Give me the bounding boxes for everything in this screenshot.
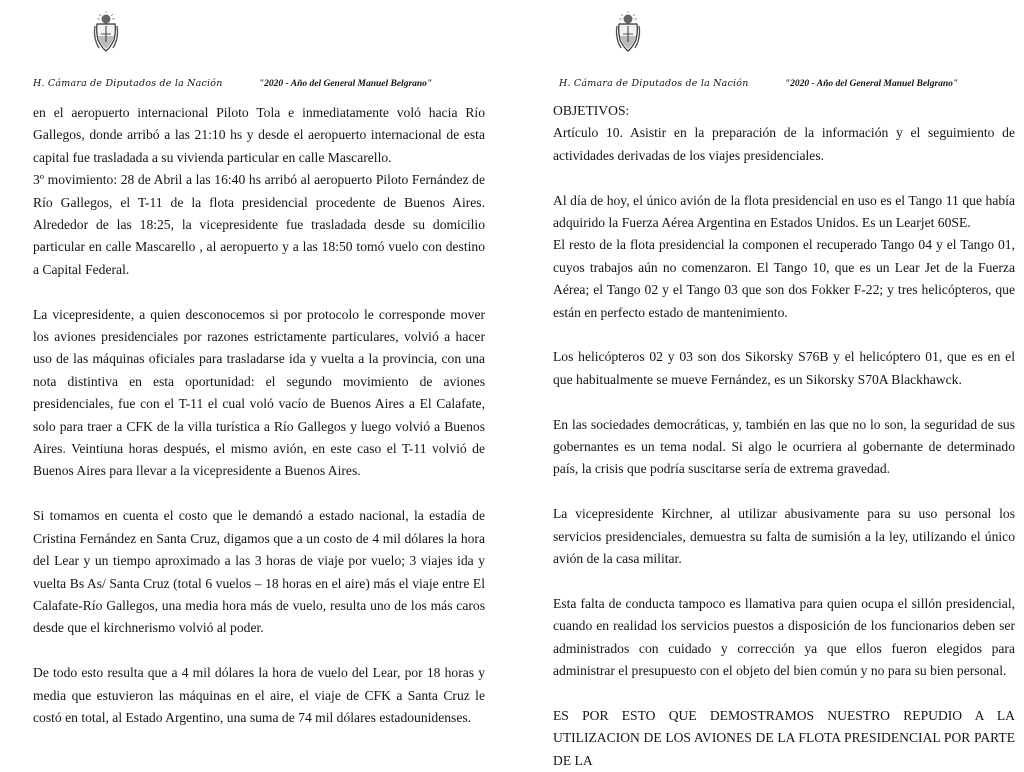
page-header bbox=[33, 78, 432, 89]
paragraph: Artículo 10. Asistir en la preparación de la información y el seguimiento de actividades derivadas de los viajes presidenciales. bbox=[553, 125, 1015, 163]
page-body bbox=[33, 102, 485, 729]
paragraph: La vicepresidente, a quien desconocemos si por protocolo le corresponde mover los aviones presidenciales por razones estrictamente particulares, volvió a hacer uso de las máquinas oficiales para trasladarse ida y vuelta a la provincia, con una nota distintiva en esta oportunidad: el segundo movimiento de aviones presidenciales, fue con el T-11 el cual voló vacío de Buenos Aires a El Calafate, solo para traer a CFK de la villa turística a Río Gallegos y luego volvió a Buenos Aires. Veintiuna horas después, el mismo avión, en este caso el T-11 volvió de Buenos Aires para llevar a la vicepresidente a Buenos Aires. bbox=[33, 306, 485, 479]
chamber-name: H. Cámara de Diputados de la Nación bbox=[559, 78, 749, 89]
paragraph: El resto de la flota presidencial la componen el recuperado Tango 04 y el Tango 01, cuyos trabajos aún no comenzaron. El Tango 10, que es un Lear Jet de la Fuerza Aérea; el Tango 02 y el Tango 03 que son dos Fokker F-22; y tres helicópteros, que están en perfecto estado de mantenimiento. bbox=[553, 237, 1015, 320]
page-header bbox=[559, 78, 958, 89]
chamber-name: H. Cámara de Diputados de la Nación bbox=[33, 78, 223, 89]
paragraph: De todo esto resulta que a 4 mil dólares la hora de vuelo del Lear, por 18 horas y media que estuvieron las máquinas en el aire, el viaje de CFK a Santa Cruz le costó en total, al Estado Argentino, una suma de 74 mil dólares estadounidenses. bbox=[33, 665, 485, 725]
document-page-right bbox=[512, 0, 1024, 768]
section-heading: OBJETIVOS: bbox=[553, 103, 630, 118]
paragraph: Si tomamos en cuenta el costo que le demandó a estado nacional, la estadía de Cristina Fernández en Santa Cruz, digamos que a un costo de 4 mil dólares la hora del Lear y un tiempo aproximado a las 3 horas de viaje por vuelo; 3 viajes ida y vuelta Bs As/ Santa Cruz (total 6 vuelos – 18 horas en el aire) más el viaje entre El Calafate-Río Gallegos, una media hora más de vuelo, resulta uno de los más caros desde que el kirchnerismo volvió al poder. bbox=[33, 508, 485, 636]
paragraph: La vicepresidente Kirchner, al utilizar abusivamente para su uso personal los servicios presidenciales, demuestra su falta de sumisión a la ley, utilizando el único avión de la casa militar. bbox=[553, 506, 1015, 567]
paragraph: 3º movimiento: 28 de Abril a las 16:40 hs arribó al aeropuerto Piloto Fernández de Río Gallegos, el T-11 de la flota presidencial procedente de Buenos Aires. Alrededor de las 18:25, la vicepresidente fue trasladada desde su domicilio particular en calle Mascarello , al aeropuerto y a las 18:50 tomó vuelo con destino a Capital Federal. bbox=[33, 172, 485, 277]
paragraph: En las sociedades democráticas, y, también en las que no lo son, la seguridad de sus gobernantes es un tema nodal. Si algo le ocurriera al gobernante de determinado país, la crisis que podría suscitarse sería de extrema gravedad. bbox=[553, 416, 1015, 477]
paragraph: Los helicópteros 02 y 03 son dos Sikorsky S76B y el helicóptero 01, que es en el que habitualmente se mueve Fernández, es un Sikorsky S70A Blackhawck. bbox=[553, 349, 1015, 387]
page-body bbox=[553, 100, 1015, 772]
year-motto: "2020 - Año del General Manuel Belgrano" bbox=[258, 79, 433, 89]
paragraph: Esta falta de conducta tampoco es llamativa para quien ocupa el sillón presidencial, cuando en realidad los servicios puestos a disposición de los funcionarios deben ser administrados con cuidado y corrección ya que ellos fueron elegidos para administrar el presupuesto con el objeto del bien común y no para su bien personal. bbox=[553, 595, 1015, 679]
document-page-left bbox=[0, 0, 512, 755]
closing-statement: ES POR ESTO QUE DEMOSTRAMOS NUESTRO REPUDIO A LA UTILIZACION DE LOS AVIONES DE LA FLOTA PRESIDENCIAL POR PARTE DE LA bbox=[553, 707, 1015, 768]
argentina-coat-of-arms-icon bbox=[93, 10, 119, 54]
argentina-coat-of-arms-icon bbox=[615, 10, 641, 54]
paragraph: Al día de hoy, el único avión de la flota presidencial en uso es el Tango 11 que había adquirido la Fuerza Aérea Argentina en Estados Unidos. Es un Learjet 60SE. bbox=[553, 192, 1015, 231]
year-motto: "2020 - Año del General Manuel Belgrano" bbox=[784, 79, 959, 89]
paragraph: en el aeropuerto internacional Piloto Tola e inmediatamente voló hacia Río Gallegos, donde arribó a las 21:10 hs y desde el aeropuerto internacional de esta capital fue trasladada a su vivienda particular en calle Mascarello. bbox=[33, 105, 485, 165]
